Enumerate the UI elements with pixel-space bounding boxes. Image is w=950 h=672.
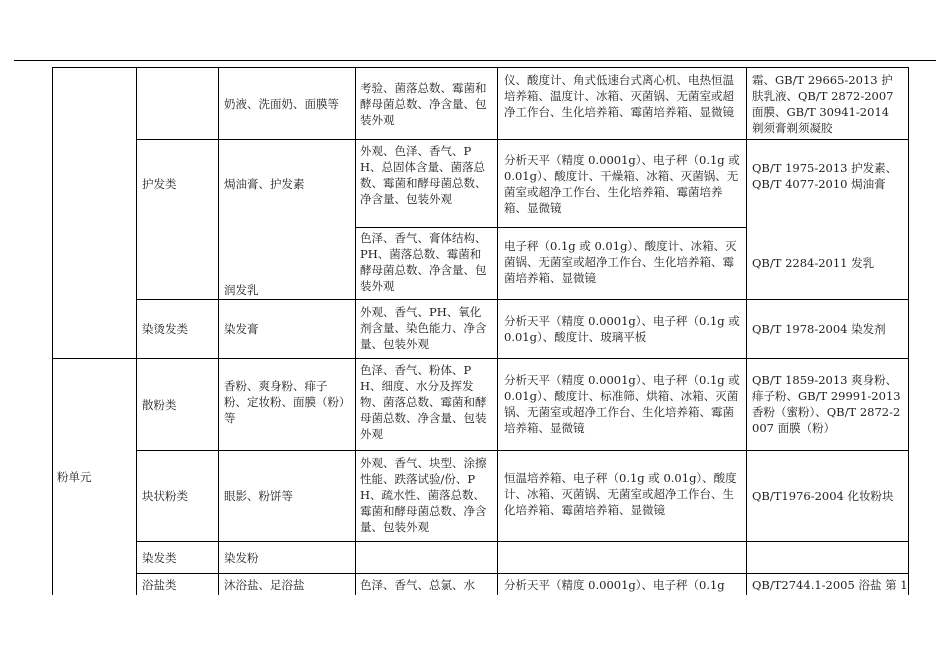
category-cell (142, 300, 214, 358)
table-border-left (52, 67, 53, 595)
category-cell (142, 451, 214, 541)
product-text: 染发膏 (224, 322, 259, 336)
equipment-text: 分析天平（精度 0.0001g）、电子秤（0.1g 或 0.01g）、酸度计、玻璃平板 (504, 314, 740, 344)
test-items-text: 色泽、香气、总氯、水 (360, 577, 475, 592)
product-text: 染发粉 (224, 550, 259, 565)
product-cell (224, 451, 350, 541)
equipment-cell (504, 238, 742, 286)
category-cell (142, 140, 214, 228)
test-items-cell (360, 230, 492, 294)
product-text: 沐浴盐、足浴盐 (224, 577, 305, 592)
product-text: 眼影、粉饼等 (224, 489, 293, 503)
product-text: 香粉、爽身粉、痱子粉、定妆粉、面膜（粉）等 (224, 379, 345, 425)
product-cell (224, 378, 350, 426)
category-text: 染发类 (142, 550, 177, 565)
standard-cell (752, 72, 904, 136)
category-cell (142, 574, 214, 595)
table-border (497, 67, 498, 595)
test-items-text: 外观、香气、PH、氧化剂含量、染色能力、净含量、包装外观 (360, 305, 487, 351)
category-text: 染烫发类 (142, 322, 188, 336)
table-border (136, 67, 137, 595)
header-rule (14, 60, 936, 61)
category-cell (142, 359, 214, 450)
standard-text: QB/T 1975-2013 护发素、QB/T 4077-2010 焗油膏 (752, 161, 898, 191)
equipment-text: 恒温培养箱、电子秤（0.1g 或 0.01g）、酸度计、冰箱、灭菌锅、无菌室或超净工作台、生化培养箱、霉菌培养箱、显微镜 (504, 471, 737, 517)
standard-text: QB/T 1978-2004 染发剂 (752, 322, 886, 336)
category-cell (142, 542, 214, 573)
test-items-text: 色泽、香气、膏体结构、PH、菌落总数、霉菌和酵母菌总数、净含量、包装外观 (360, 231, 487, 293)
table-border-right (908, 67, 909, 595)
test-items-text: 考验、菌落总数、霉菌和酵母菌总数、净含量、包装外观 (360, 81, 487, 127)
standard-text: QB/T1976-2004 化妆粉块 (752, 489, 894, 503)
test-items-cell (360, 362, 492, 442)
equipment-cell (504, 72, 742, 120)
product-cell (224, 72, 350, 136)
test-items-cell (360, 574, 496, 595)
equipment-text: 分析天平（精度 0.0001g）、电子秤（0.1g (504, 577, 725, 592)
category-text: 散粉类 (142, 397, 177, 412)
unit-text: 粉单元 (57, 470, 92, 484)
test-items-cell (360, 455, 492, 535)
category-text: 块状粉类 (142, 489, 188, 503)
table-border (355, 67, 356, 595)
product-cell (224, 300, 350, 358)
equipment-cell (504, 372, 742, 436)
standard-text: 霜、GB/T 29665-2013 护肤乳液、QB/T 2872-2007 面膜、GB/T 30941-2014 剃须膏剃须凝胶 (752, 73, 894, 135)
standard-cell (752, 160, 904, 192)
category-text: 护发类 (142, 177, 177, 191)
standard-cell (752, 372, 904, 436)
equipment-text: 分析天平（精度 0.0001g）、电子秤（0.1g 或 0.01g）、酸度计、标准筛、烘箱、冰箱、灭菌锅、无菌室或超净工作台、生化培养箱、霉菌培养箱、显微镜 (504, 373, 740, 435)
product-text: 焗油膏、护发素 (224, 177, 305, 191)
standard-text: QB/T 1859-2013 爽身粉、痱子粉、GB/T 29991-2013 香粉（蜜粉）、QB/T 2872-2007 面膜（粉） (752, 373, 901, 435)
product-cell (224, 240, 350, 298)
standard-cell (752, 228, 904, 298)
equipment-text: 仪、酸度计、角式低速台式离心机、电热恒温培养箱、温度计、冰箱、灭菌锅、无菌室或超净工作台、生化培养箱、霉菌培养箱、显微镜 (504, 73, 734, 119)
table-border (746, 67, 747, 595)
table-border (218, 67, 219, 595)
standard-text: QB/T2744.1-2005 浴盐 第 1 (752, 577, 908, 592)
test-items-cell (360, 143, 492, 207)
standard-cell (752, 451, 904, 541)
row-divider (355, 227, 746, 228)
category-text: 浴盐类 (142, 577, 177, 592)
equipment-text: 电子秤（0.1g 或 0.01g）、酸度计、冰箱、灭菌锅、无菌室或超净工作台、生化培养箱、霉菌培养箱、显微镜 (504, 239, 737, 285)
standard-cell (752, 300, 904, 358)
test-items-text: 色泽、香气、粉体、PH、细度、水分及挥发物、菌落总数、霉菌和酵母菌总数、净含量、包装外观 (360, 363, 487, 441)
product-text: 润发乳 (224, 283, 259, 297)
product-cell (224, 574, 350, 595)
standard-text: QB/T 2284-2011 发乳 (752, 256, 875, 270)
product-text: 奶液、洗面奶、面膜等 (224, 97, 339, 111)
test-items-text: 外观、香气、块型、涂擦性能、跌落试验/份、PH、疏水性、菌落总数、霉菌和酵母菌总数、净含量、包装外观 (360, 456, 487, 534)
table-border-top (52, 67, 908, 68)
equipment-cell (504, 300, 742, 358)
equipment-cell (504, 574, 746, 595)
test-items-text: 外观、色泽、香气、PH、总固体含量、菌落总数、霉菌和酵母菌总数、净含量、包装外观 (360, 144, 487, 206)
test-items-cell (360, 72, 492, 136)
equipment-cell (504, 470, 742, 518)
product-cell (224, 140, 350, 228)
unit-cell (57, 359, 133, 595)
product-cell (224, 542, 350, 573)
equipment-cell (504, 152, 742, 216)
standard-cell (752, 574, 908, 595)
equipment-text: 分析天平（精度 0.0001g）、电子秤（0.1g 或 0.01g）、酸度计、干燥箱、冰箱、灭菌锅、无菌室或超净工作台、生化培养箱、霉菌培养箱、显微镜 (504, 153, 740, 215)
test-items-cell (360, 304, 492, 352)
